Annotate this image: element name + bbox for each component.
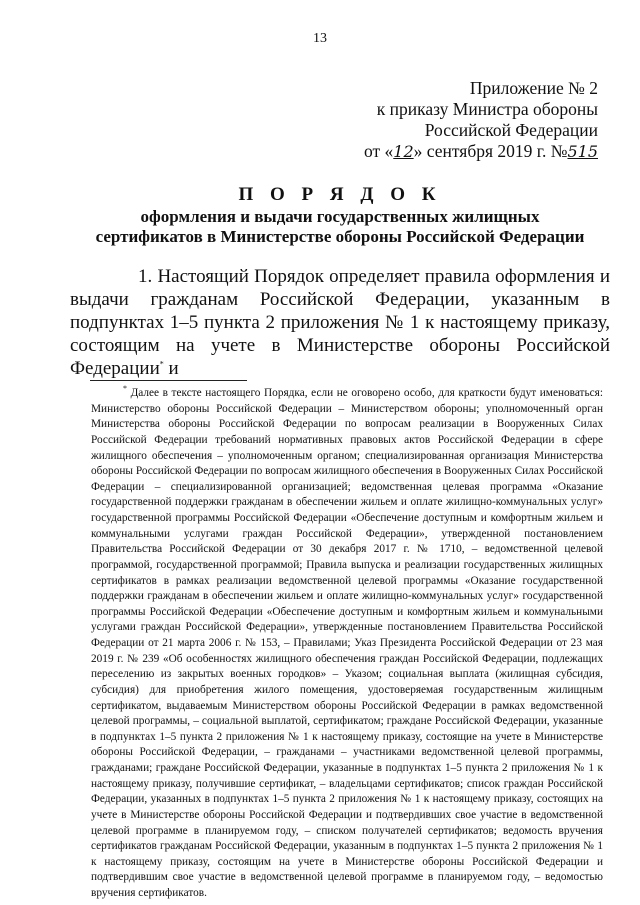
footnote-separator — [90, 380, 247, 381]
footnote-marker: * — [123, 384, 127, 394]
date-day-handwritten: 12 — [393, 142, 414, 161]
appendix-line-1: Приложение № 2 — [469, 78, 598, 98]
appendix-header — [298, 78, 598, 162]
title-main: П О Р Я Д О К — [238, 184, 442, 205]
appendix-date-line — [298, 141, 598, 162]
paragraph-1-trailing: и — [163, 358, 179, 379]
title-subtitle-line-1: оформления и выдачи государственных жилищных — [140, 207, 540, 226]
page-number: 13 — [313, 31, 327, 46]
date-middle: » сентября 2019 г. № — [413, 141, 568, 161]
date-prefix: от « — [363, 141, 394, 161]
appendix-line-2: к приказу Министра обороны — [376, 99, 598, 119]
title-subtitle-line-2: сертификатов в Министерстве обороны Российской Федерации — [95, 227, 585, 246]
order-number-handwritten: 515 — [567, 142, 598, 161]
appendix-line-3: Российской Федерации — [424, 120, 598, 140]
footnote-reference: * — [159, 359, 164, 369]
footnote-text: Далее в тексте настоящего Порядка, если не оговорено особо, для краткости будут именоваться: Министерство обороны Российской Федерации – Министерством обороны; уполномоченный орган Министерства обороны Российской Федерации по вопросам реализации в Вооруженных Силах Российской Федерации требований нормативных правовых актов Российской Федерации в сфере жилищного обеспечения – уполномоченным органом; специализированная организация Министерства обороны Российской Федерации по вопросам жилищного обеспечения в Вооруженных Силах Российской Федерации – специализированной организацией; ведомственная целевая программа «Оказание государственной поддержки гражданам в обеспечении жильем и оплате жилищно-коммунальных услуг» государственной программы Российской Федерации «Обеспечение доступным и комфортным жильем и коммунальными услугами граждан Российской Федерации», утвержденной постановлением Правительства Российской Федерации от 30 декабря 2017 г. № 1710, – ведомственной целевой программой, государственной программой; Правила выпуска и реализации государственных жилищных сертификатов в рамках реализации ведомственной целевой программы «Оказание государственной поддержки гражданам в обеспечении жильем и оплате жилищно-коммунальных услуг» государственной программы Российской Федерации «Обеспечение доступным и комфортным жильем и коммунальными услугами граждан Российской Федерации», утвержденные постановлением Правительства Российской Федерации от 21 марта 2006 г. № 153, – Правилами; Указ Президента Российской Федерации от 23 мая 2019 г. № 239 «Об особенностях жилищного обеспечения граждан Российской Федерации, подлежащих переселению из закрытых военных городков» – Указом; социальная выплата (жилищная субсидия, субсидия) для приобретения жилого помещения, удостоверяемая государственным жилищным сертификатом, выдаваемым Министерством обороны Российской Федерации в рамках ведомственной целевой программы, – социальной выплатой, сертификатом; граждане Российской Федерации, указанные в подпунктах 1–5 пункта 2 приложения № 1 к настоящему приказу, состоящие на учете в Министерстве обороны Российской Федерации, – гражданами – участниками ведомственной целевой программы, гражданами; граждане Российской Федерации, указанные в подпунктах 1–5 пункта 2 приложения № 1 к настоящему приказу, получившие сертификат, – владельцами сертификатов; список граждан Российской Федерации, указанных в подпунктах 1–5 пункта 2 приложения № 1 к настоящему приказу, состоящих на учете в Министерстве обороны Российской Федерации и подтвердивших свое участие в ведомственной целевой программе в планируемом году, – списком получателей сертификатов; ведомость вручения сертификатов гражданам Российской Федерации, указанным в подпунктах 1–5 пункта 2 приложения № 1 к настоящему приказу, состоящим на учете в Министерстве обороны Российской Федерации и подтвердившим свое участие в ведомственной целевой программе в планируемом году, – ведомостью вручения сертификатов. — [91, 387, 603, 899]
document-title — [80, 183, 600, 247]
footnote — [91, 386, 603, 902]
paragraph-1 — [70, 265, 610, 380]
paragraph-1-text: 1. Настоящий Порядок определяет правила оформления и выдачи гражданам Российской Федерации, указанным в подпунктах 1–5 пункта 2 приложения № 1 к настоящему приказу, состоящим на учете в Министерстве обороны Российской Федерации — [70, 266, 610, 379]
